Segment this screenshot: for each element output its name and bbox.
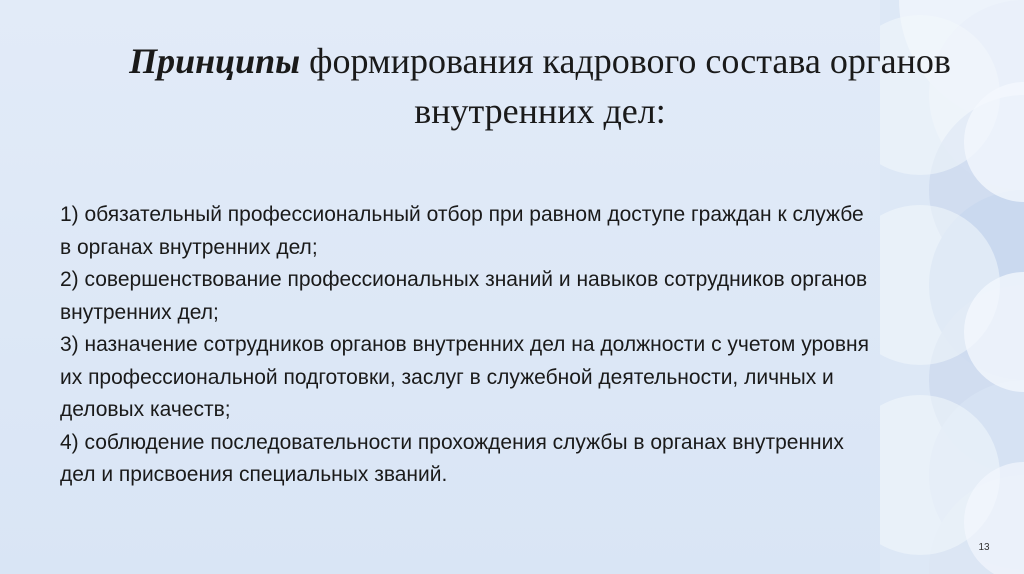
title-rest: формирования кадрового состава органов внутренних дел: (309, 41, 951, 131)
page-number: 13 (978, 542, 990, 553)
slide-title (60, 36, 1020, 136)
list-item: 2) совершенствование профессиональных знаний и навыков сотрудников органов внутренних дел; (60, 268, 868, 324)
list-item: 4) соблюдение последовательности прохождения службы в органах внутренних дел и присвоения специальных званий. (60, 430, 844, 486)
principles-list (60, 199, 880, 492)
title-accent: Принципы (129, 41, 301, 81)
list-item: 1) обязательный профессиональный отбор при равном доступе граждан к службе в органах внутренних дел; (60, 203, 864, 259)
list-item: 3) назначение сотрудников органов внутренних дел на должности с учетом уровня их профессиональной подготовки, заслуг в служебной деятельности, личных и деловых качеств; (60, 333, 869, 421)
